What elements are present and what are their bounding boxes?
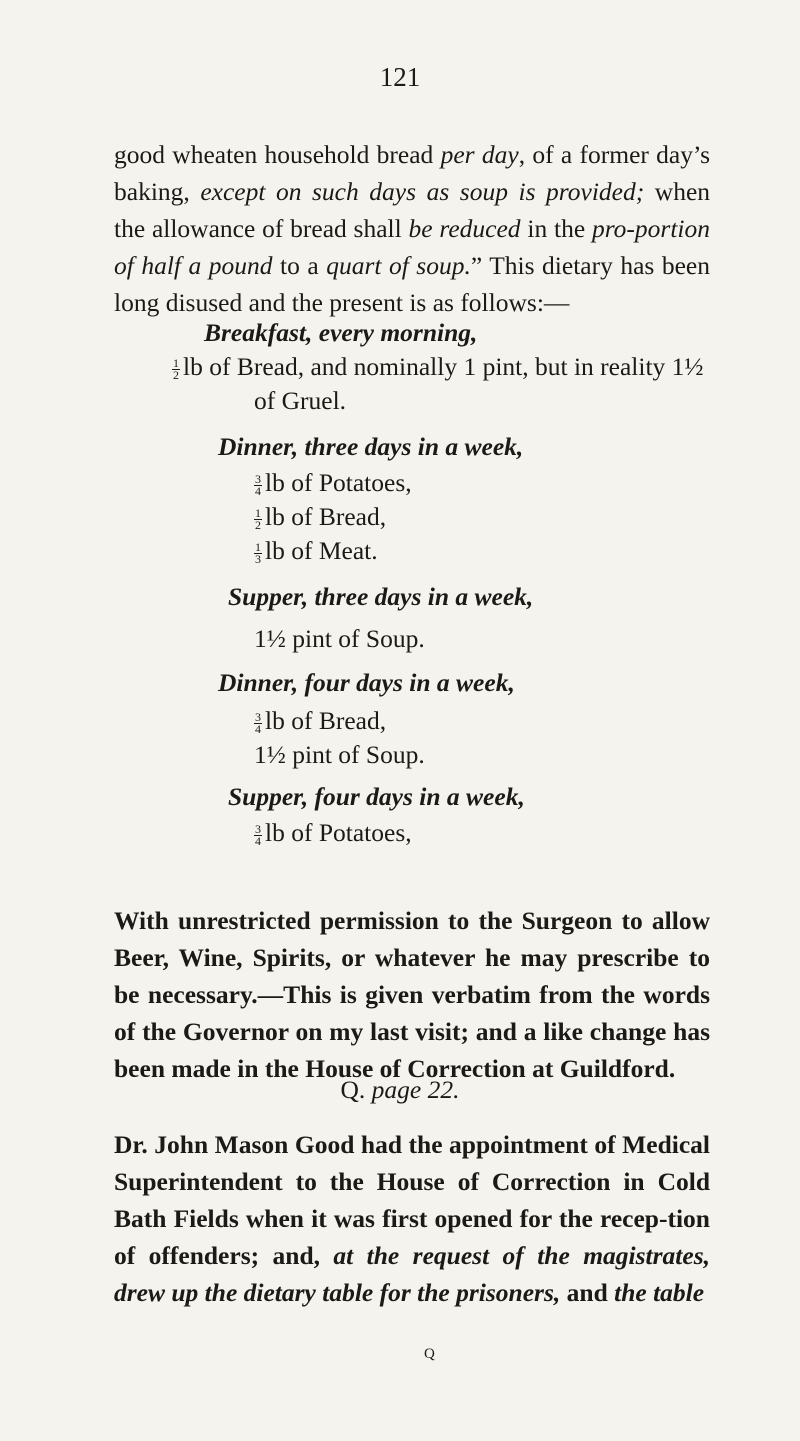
dinner-three-item-3: $\frac{1}{3}$ lb of Meat. xyxy=(255,536,378,566)
dinner-three-item-2: $\frac{1}{2}$ lb of Bread, xyxy=(255,502,387,532)
dinner-four-days-heading: Dinner, four days in a week, xyxy=(218,668,515,697)
dinner-four-item-1: $\frac{3}{4}$ lb of Bread, xyxy=(255,706,387,736)
breakfast-line-1: $\frac{1}{2}$ lb of Bread, and nominally 1 pint, but in reality 1½ xyxy=(173,352,704,382)
signature-mark: Q xyxy=(424,1346,435,1362)
breakfast-line-2: of Gruel. xyxy=(254,386,347,415)
paragraph-dr-good: Dr. John Mason Good had the appointment of Medical Superintendent to the House of Correction in Cold Bath Fields when it was first opened for the recep-tion of offenders; and, at the request of the magistrates, drew up the dietary table for the prisoners, and the table xyxy=(114,1130,710,1307)
supper-four-item-1: $\frac{3}{4}$ lb of Potatoes, xyxy=(255,818,412,848)
supper-three-days-heading: Supper, three days in a week, xyxy=(228,582,534,611)
breakfast-heading: Breakfast, every morning, xyxy=(204,318,478,347)
page-number: 121 xyxy=(379,62,421,92)
dinner-three-days-heading: Dinner, three days in a week, xyxy=(218,432,524,461)
fraction: $\frac{1}{2}$ xyxy=(173,355,179,382)
supper-four-days-heading: Supper, four days in a week, xyxy=(228,782,525,811)
query-reference: Q. page 22. xyxy=(340,1075,460,1104)
supper-three-item-1: 1½ pint of Soup. xyxy=(254,624,425,653)
dinner-three-item-1: $\frac{3}{4}$ lb of Potatoes, xyxy=(255,468,412,498)
paragraph-dietary-intro: good wheaten household bread per day, of a former day’s baking, except on such days as soup is provided; when the allowance of bread shall be reduced in the pro-portion of half a pound to a quart of soup.” This dietary has been long disused and the present is as follows:— xyxy=(114,140,711,317)
dinner-four-item-2: 1½ pint of Soup. xyxy=(254,740,425,769)
paragraph-surgeon-permission: With unrestricted permission to the Surgeon to allow Beer, Wine, Spirits, or whatever he may prescribe to be necessary.—This is given verbatim from the words of the Governor on my last visit; and a like change has been made in the House of Correction at Guildford. xyxy=(114,906,710,1083)
